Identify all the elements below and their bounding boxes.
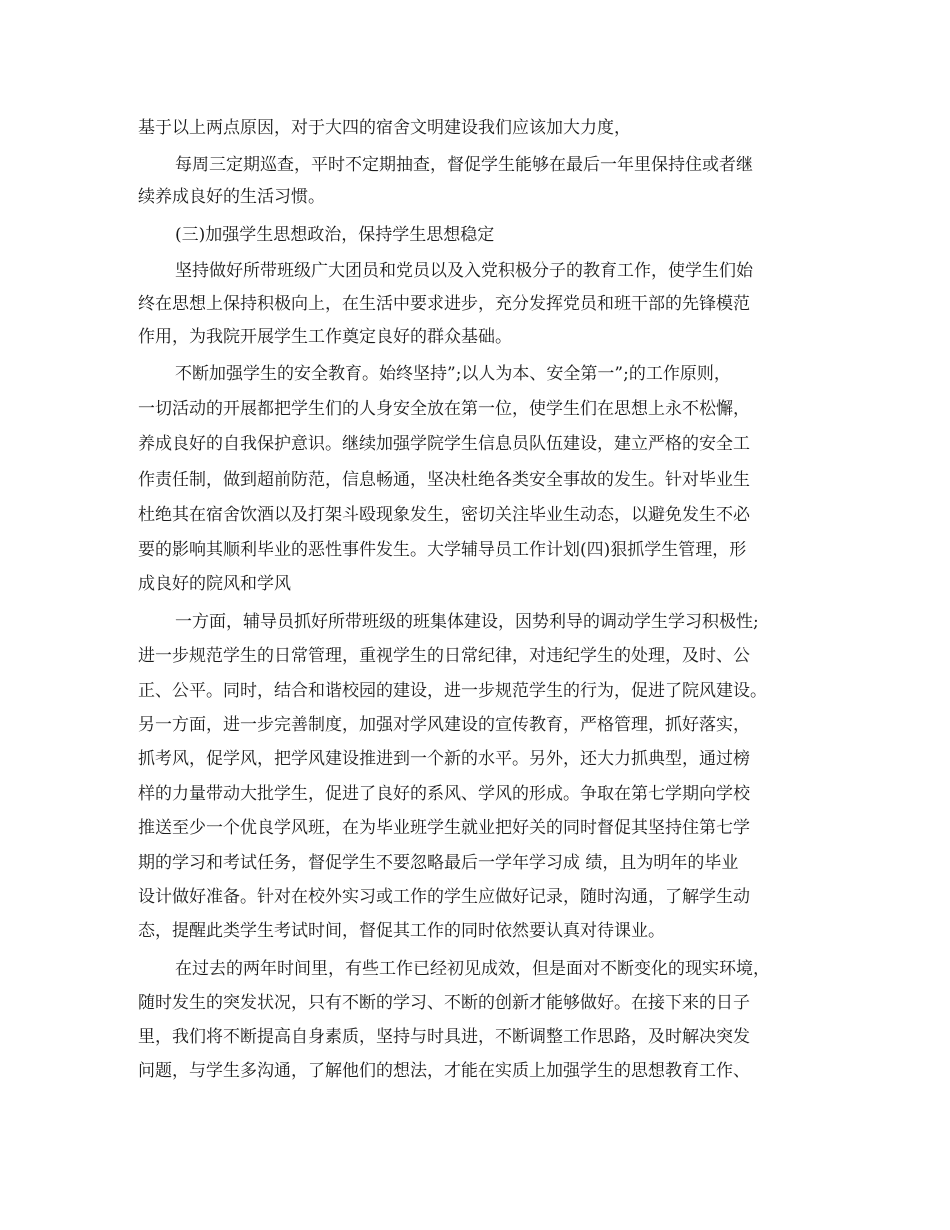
- text-line: 续养成良好的生活习惯。: [138, 187, 325, 207]
- text-line: 进一步规范学生的日常管理，重视学生的日常纪律，对违纪学生的处理，及时、公: [138, 646, 750, 666]
- text-line: 终在思想上保持积极向上，在生活中要求进步，充分发挥党员和班干部的先锋模范: [138, 294, 750, 314]
- text-line: 坚持做好所带班级广大团员和党员以及入党积极分子的教育工作，使学生们始: [175, 261, 753, 281]
- text-line: 另一方面，进一步完善制度，加强对学风建设的宣传教育，严格管理，抓好落实，: [138, 715, 750, 735]
- text-line: 问题，与学生多沟通，了解他们的想法，才能在实质上加强学生的思想教育工作、: [138, 1061, 750, 1081]
- text-line: 基于以上两点原因，对于大四的宿舍文明建设我们应该加大力度，: [138, 118, 631, 138]
- text-line: 每周三定期巡查，平时不定期抽查，督促学生能够在最后一年里保持住或者继: [175, 155, 753, 175]
- text-line: 一切活动的开展都把学生们的人身安全放在第一位，使学生们在思想上永不松懈，: [138, 399, 750, 419]
- text-line: 设计做好准备。针对在校外实习或工作的学生应做好记录，随时沟通，了解学生动: [138, 887, 750, 907]
- text-line: 杜绝其在宿舍饮酒以及打架斗殴现象发生，密切关注毕业生动态，以避免发生不必: [138, 505, 750, 525]
- text-line: 样的力量带动大批学生，促进了良好的系风、学风的形成。争取在第七学期向学校: [138, 784, 750, 804]
- text-line: 成良好的院风和学风: [138, 574, 291, 594]
- text-line: 态，提醒此类学生考试时间，督促其工作的同时依然要认真对待课业。: [138, 921, 665, 941]
- text-line: 一方面，辅导员抓好所带班级的班集体建设，因势利导的调动学生学习积极性;: [175, 612, 759, 632]
- text-line: 里，我们将不断提高自身素质，坚持与时具进，不断调整工作思路，及时解决突发: [138, 1027, 750, 1047]
- text-line: 不断加强学生的安全教育。始终坚持”;以人为本、安全第一”;的工作原则，: [175, 364, 731, 384]
- text-line: 正、公平。同时，结合和谐校园的建设，进一步规范学生的行为，促进了院风建设。: [138, 681, 767, 701]
- text-line: 期的学习和考试任务，督促学生不要忽略最后一学年学习成 绩，且为明年的毕业: [138, 853, 739, 873]
- text-line: 作用，为我院开展学生工作奠定良好的群众基础。: [138, 327, 512, 347]
- text-line: 作责任制，做到超前防范，信息畅通，坚决杜绝各类安全事故的发生。针对毕业生: [138, 470, 750, 490]
- text-line: 要的影响其顺利毕业的恶性事件发生。大学辅导员工作计划(四)狠抓学生管理，形: [138, 540, 747, 560]
- text-line: 在过去的两年时间里，有些工作已经初见成效，但是面对不断变化的现实环境，: [175, 959, 770, 979]
- text-line: 养成良好的自我保护意识。继续加强学院学生信息员队伍建设，建立严格的安全工: [138, 434, 750, 454]
- text-line: 推送至少一个优良学风班，在为毕业班学生就业把好关的同时督促其坚持住第七学: [138, 818, 750, 838]
- text-line: 抓考风，促学风，把学风建设推进到一个新的水平。另外，还大力抓典型，通过榜: [138, 749, 750, 769]
- text-line: 随时发生的突发状况，只有不断的学习、不断的创新才能够做好。在接下来的日子: [138, 993, 750, 1013]
- section-heading: (三)加强学生思想政治，保持学生思想稳定: [175, 225, 495, 245]
